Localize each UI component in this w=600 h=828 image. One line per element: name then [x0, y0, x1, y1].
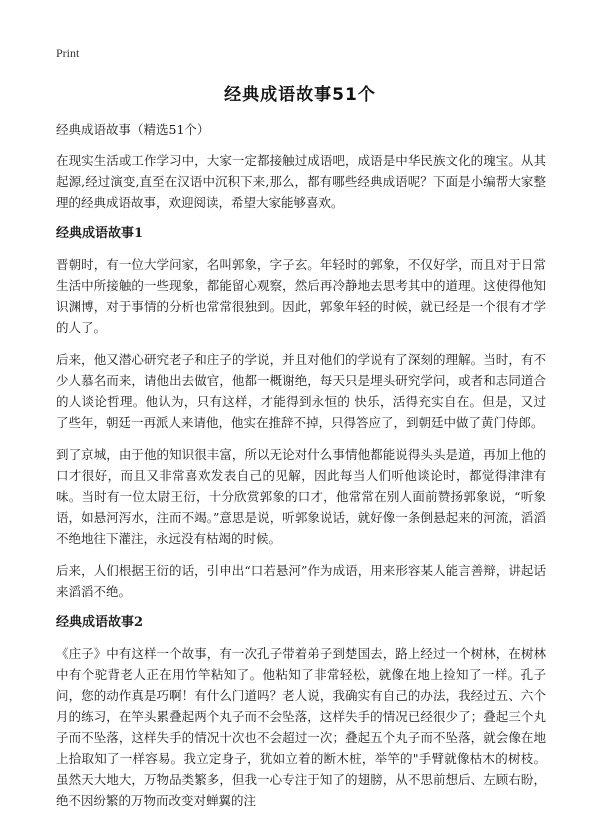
- page-title: 经典成语故事51个: [224, 85, 376, 105]
- section-heading: 经典成语故事2: [56, 615, 144, 630]
- story-paragraph: 晋朝时，有一位大学问家，名叫郭象，字子玄。年轻时的郭象，不仅好学，而且对于日常生活中所接触的一些现象，都能留心观察，然后再冷静地去思考其中的道理。这使得他知识渊博，对于事情的分析也常常很独到。因此，郭象年轻的时候，就已经是一个很有才学的人了。: [56, 257, 546, 335]
- story-paragraph: 后来，人们根据王衍的话，引申出“口若悬河”作为成语，用来形容某人能言善辩，讲起话来滔滔不绝。: [56, 563, 546, 599]
- story-paragraph: 《庄子》中有这样一个故事，有一次孔子带着弟子到楚国去，路上经过一个树林，在树林中有个驼背老人正在用竹竿粘知了。他粘知了非常轻松，就像在地上捡知了一样。孔子问，您的动作真是巧啊！有什么门道吗？老人说，我确实有自己的办法，我经过五、六个月的练习，在竿头累叠起两个丸子而不会坠落，这样失手的情况已经很少了；叠起三个丸子而不坠落，这样失手的情况十次也不会超过一次；叠起五个丸子而不坠落，就会像在地上拾取知了一样容易。我立定身子，犹如立着的断木桩，举竿的"手臂就像枯木的树枝。虽然天大地大，万物品类繁多，但我一心专注于知了的翅膀，从不思前想后、左顾右盼，绝不因纷繁的万物而改变对蝉翼的注: [56, 646, 546, 808]
- article-body: [56, 120, 546, 822]
- intro-paragraph: 在现实生活或工作学习中，大家一定都接触过成语吧，成语是中华民族文化的瑰宝。从其起源,经过演变,直至在汉语中沉积下来,那么，都有哪些经典成语呢？下面是小编帮大家整理的经典成语故事，欢迎阅读，希望大家能够喜欢。: [56, 153, 546, 210]
- story-section-1: [56, 224, 546, 602]
- section-heading: 经典成语故事1: [56, 226, 144, 241]
- story-paragraph: 后来，他又潜心研究老子和庄子的学说，并且对他们的学说有了深刻的理解。当时，有不少人慕名而来，请他出去做官，他都一概谢绝，每天只是埋头研究学问，或者和志同道合的人谈论哲理。他认为，只有这样，才能得到永恒的 快乐，活得充实自在。但是，又过了些年，朝廷一再派人来请他，他实在推辞不掉，只得答应了，到朝廷中做了黄门侍郎。: [56, 352, 546, 430]
- print-link[interactable]: Print: [56, 46, 80, 60]
- story-section-2: [56, 613, 546, 811]
- article-subtitle: 经典成语故事（精选51个）: [56, 122, 210, 137]
- story-paragraph: 到了京城，由于他的知识很丰富，所以无论对什么事情他都能说得头头是道，再加上他的口才很好，而且又非常喜欢发表自己的见解，因此每当人们听他谈论时，都觉得津津有味。当时有一位太尉王衍，十分欣赏郭象的口才，他常常在别人面前赞扬郭象说，“听象语，如悬河泻水，注而不竭。”意思是说，听郭象说话，就好像一条倒悬起来的河流，滔滔不绝地往下灌注，永远没有枯竭的时候。: [56, 447, 546, 546]
